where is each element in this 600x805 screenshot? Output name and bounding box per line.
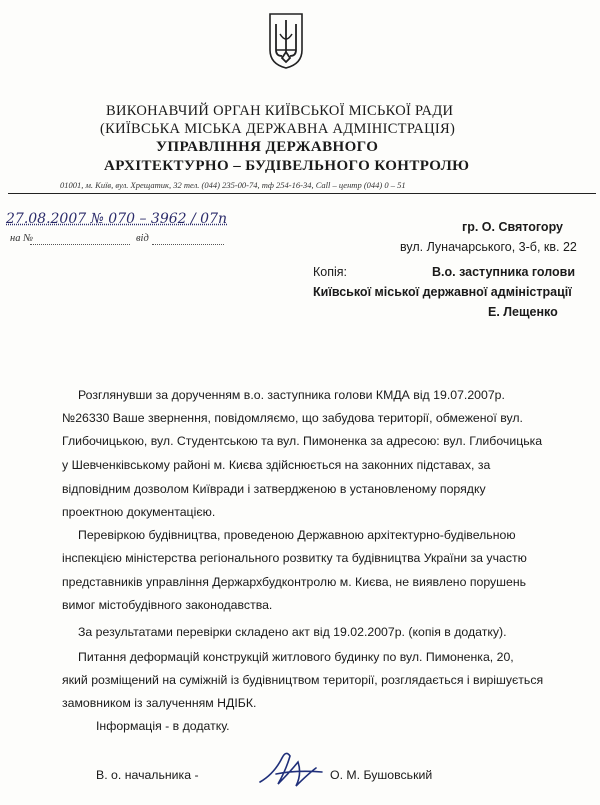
body-line-7: Перевіркою будівництва, проведеною Державною архітектурно-будівельною xyxy=(78,528,516,542)
reply-date-field xyxy=(152,244,224,245)
reply-to-label: на № xyxy=(10,233,33,244)
body-line-3: Глибочицькою, вул. Студентською та вул. Пимоненка за адресою: вул. Глибочицька xyxy=(62,434,543,448)
body-line-1: Розглянувши за дорученням в.о. заступника голови КМДА від 19.07.2007р. xyxy=(78,388,505,402)
body-line-6: проектною документацією. xyxy=(62,505,216,519)
signatory-name: О. М. Бушовський xyxy=(330,768,433,782)
letterhead-divider xyxy=(8,193,596,194)
body-line-13: який розміщений на суміжній із будівництвом території, розглядається і вирішується xyxy=(62,673,544,687)
department-line2: АРХІТЕКТУРНО – БУДІВЕЛЬНОГО КОНТРОЛЮ xyxy=(104,158,470,174)
copy-recipient-name: Е. Лещенко xyxy=(488,305,558,319)
body-line-8: інспекцією міністерства регіонального розвитку та будівництва України за участю xyxy=(62,551,527,565)
body-line-2: №26330 Ваше звернення, повідомляємо, що забудова території, обмеженої вул. xyxy=(62,411,523,425)
recipient-name: гр. О. Святогору xyxy=(462,220,563,234)
body-line-10: вимог містобудівного законодавства. xyxy=(62,598,273,612)
copy-label: Копія: xyxy=(313,265,348,279)
body-line-11: За результатами перевірки складено акт від 19.02.2007р. (копія в додатку). xyxy=(78,625,507,639)
recipient-address: вул. Луначарського, 3-б, кв. 22 xyxy=(400,240,577,254)
outgoing-date-number: 27.08.2007 № 070 – 3962 / 07п xyxy=(6,211,228,227)
coat-of-arms-icon xyxy=(268,12,304,70)
reply-to-field xyxy=(30,244,130,245)
attachment-note: Інформація - в додатку. xyxy=(96,719,230,733)
body-line-14: замовником із залученням НДІБК. xyxy=(62,696,257,710)
body-line-9: представників управління Держархбудконтролю м. Києва, не виявлено порушень xyxy=(62,575,527,589)
org-name-line1: ВИКОНАВЧИЙ ОРГАН КИЇВСЬКОЇ МІСЬКОЇ РАДИ xyxy=(106,103,454,119)
body-line-5: відповідним дозволом Київради і затвердженою в установленому порядку xyxy=(62,482,486,496)
reply-date-label: від xyxy=(136,233,149,244)
letterhead-address: 01001, м. Київ, вул. Хрещатик, 32 тел. (044) 235-00-74, тф 254-16-34, Call – центр (044) 0 – 51 xyxy=(60,180,406,190)
body-line-4: у Шевченківському районі м. Києва здійснюється на законних підставах, за xyxy=(62,458,491,472)
org-name-line2: (КИЇВСЬКА МІСЬКА ДЕРЖАВНА АДМІНІСТРАЦІЯ) xyxy=(100,121,456,137)
department-line1: УПРАВЛІННЯ ДЕРЖАВНОГО xyxy=(156,139,379,155)
body-line-12: Питання деформацій конструкцій житлового будинку по вул. Пимоненка, 20, xyxy=(78,650,514,664)
copy-recipient-org: Київської міської державної адміністрації xyxy=(313,285,572,299)
handwritten-signature xyxy=(256,744,326,794)
signatory-position: В. о. начальника - xyxy=(96,768,199,782)
copy-recipient-title: В.о. заступника голови xyxy=(432,265,576,279)
